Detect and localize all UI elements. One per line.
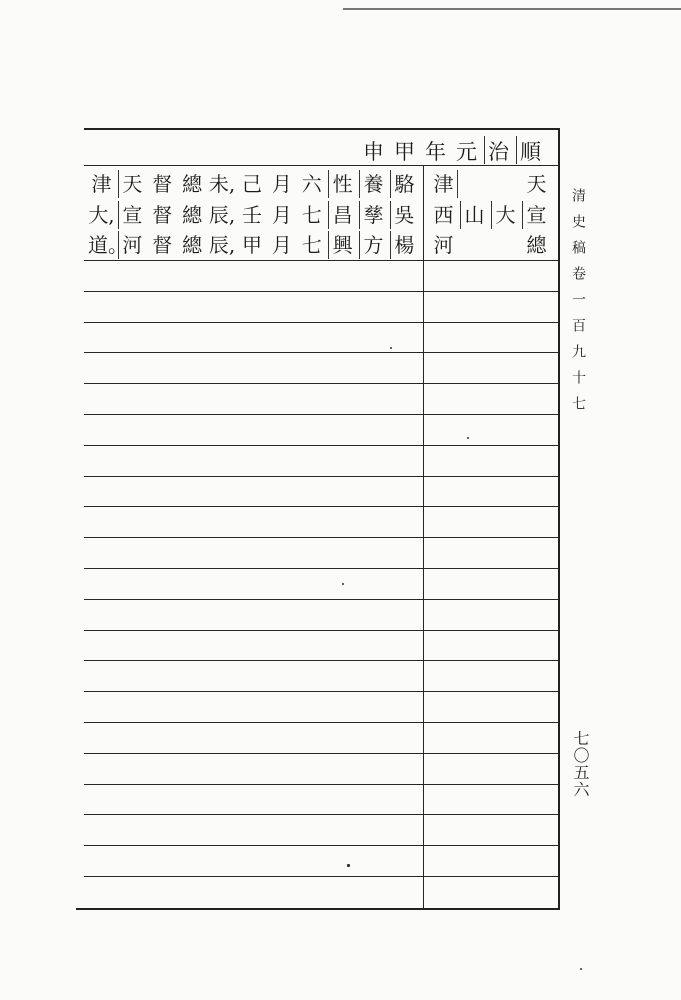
cell: 月 — [271, 233, 292, 257]
header-char: 治 — [484, 136, 516, 164]
cell: 孳 — [359, 201, 387, 229]
table-top-border — [84, 128, 560, 130]
ruled-line — [84, 814, 558, 815]
ruled-line — [84, 506, 558, 507]
print-speck — [347, 864, 350, 867]
cell: 河 — [118, 231, 146, 259]
cell: 辰, — [208, 233, 236, 257]
cell: 興 — [328, 231, 356, 259]
print-speck — [390, 347, 392, 349]
ruled-line — [84, 630, 558, 631]
header-divider — [84, 165, 560, 166]
cell: 總 — [526, 233, 547, 257]
ruled-line — [84, 322, 558, 323]
cell: 津 — [91, 172, 112, 196]
header-char: 甲 — [394, 140, 419, 164]
cell: 方 — [359, 231, 387, 259]
cell: 吳 — [390, 201, 418, 229]
header-char: 申 — [363, 140, 388, 164]
header-char: 元 — [456, 140, 481, 164]
cell: 河 — [433, 233, 454, 257]
ruled-line — [84, 845, 558, 846]
cell: 楊 — [390, 231, 418, 259]
cell: 大, — [88, 203, 115, 227]
ruled-line — [84, 414, 558, 415]
print-speck — [467, 437, 469, 439]
page-number: 七〇五六 — [571, 730, 590, 798]
cell: 甲 — [241, 233, 262, 257]
left-row-3 — [88, 231, 418, 259]
ruled-line — [84, 753, 558, 754]
cell — [461, 231, 488, 259]
top-rule — [343, 8, 681, 10]
cell: 督 — [152, 203, 173, 227]
cell: 駱 — [390, 170, 418, 198]
ruled-line — [84, 599, 558, 600]
ruled-line — [84, 445, 558, 446]
cell: 督 — [152, 172, 173, 196]
cell: 道。 — [88, 233, 128, 257]
cell: 性 — [328, 170, 356, 198]
cell: 己 — [241, 172, 262, 196]
cell: 七 — [301, 203, 322, 227]
ruled-line — [84, 383, 558, 384]
table-bottom-border — [76, 908, 560, 910]
ruled-line — [84, 568, 558, 569]
ruled-line — [84, 876, 558, 877]
cell: 六 — [301, 172, 322, 196]
ruled-line — [84, 722, 558, 723]
cell: 月 — [271, 203, 292, 227]
ruled-line — [84, 260, 558, 261]
cell: 總 — [182, 203, 203, 227]
cell: 山 — [460, 201, 488, 229]
table-right-border — [558, 128, 560, 908]
ruled-line — [84, 784, 558, 785]
cell: 津 — [430, 170, 458, 198]
print-speck — [342, 583, 344, 585]
right-row-3 — [430, 231, 550, 259]
cell: 督 — [152, 233, 173, 257]
cell: 天 — [526, 172, 547, 196]
cell: 未, — [208, 172, 236, 196]
right-row-2 — [430, 201, 550, 229]
cell: 養 — [359, 170, 387, 198]
ruled-line — [84, 291, 558, 292]
cell: 總 — [182, 233, 203, 257]
ruled-line — [84, 476, 558, 477]
cell: 宣 — [118, 201, 146, 229]
cell: 總 — [182, 172, 203, 196]
cell: 七 — [301, 233, 322, 257]
cell: 宣 — [522, 201, 550, 229]
cell: 壬 — [241, 203, 262, 227]
header-char: 年 — [425, 140, 450, 164]
cell: 昌 — [328, 201, 356, 229]
ruled-line — [84, 537, 558, 538]
cell — [492, 231, 519, 259]
cell: 西 — [433, 203, 454, 227]
right-row-1 — [430, 170, 550, 198]
cell: 天 — [118, 170, 146, 198]
cell — [492, 170, 519, 198]
left-row-2 — [88, 201, 418, 229]
left-row-1 — [88, 170, 418, 198]
ruled-line — [84, 691, 558, 692]
cell: 大 — [491, 201, 519, 229]
cell: 辰, — [208, 203, 236, 227]
cell: 月 — [271, 172, 292, 196]
table-header — [330, 136, 548, 164]
ruled-line — [84, 352, 558, 353]
header-char: 順 — [516, 136, 548, 164]
print-speck — [580, 968, 582, 970]
cell — [462, 170, 489, 198]
running-title: 清史稿卷一百九十七 — [570, 188, 586, 422]
ruled-line — [84, 660, 558, 661]
